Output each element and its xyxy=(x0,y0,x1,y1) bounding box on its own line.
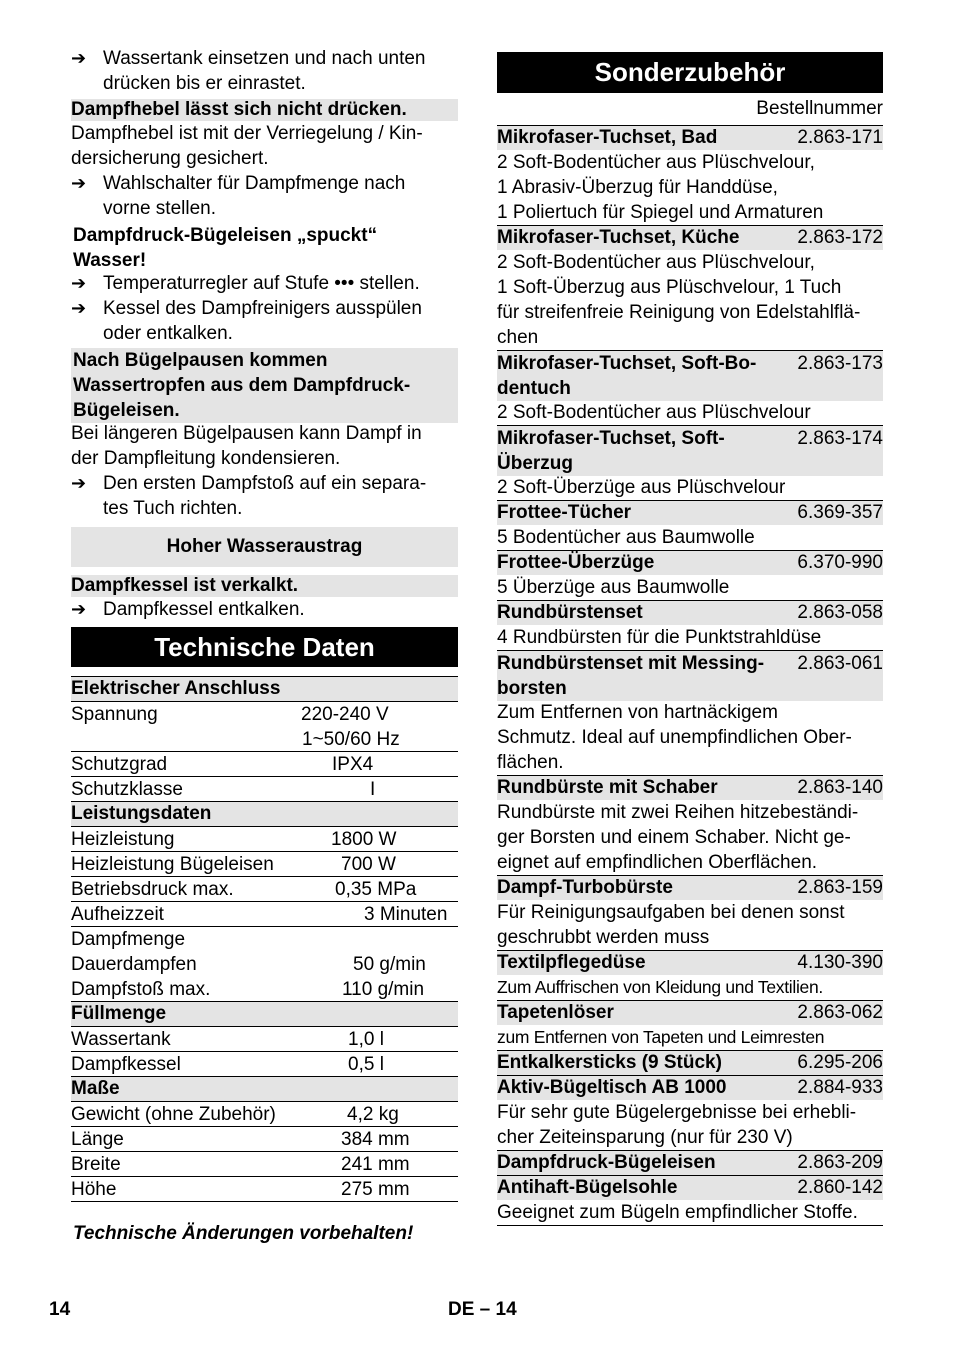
accessory-row: Textilpflegedüse 4.130-390 xyxy=(497,952,883,973)
paragraph: Dampfhebel ist mit der Verriegelung / Kin- dersicherung gesichert. xyxy=(71,123,423,169)
page-label: DE – 14 xyxy=(448,1299,517,1320)
accessory-row: Dampfdruck-Bügeleisen 2.863-209 xyxy=(497,1152,883,1173)
accessory-row: Aktiv-Bügeltisch AB 1000 2.884-933 xyxy=(497,1077,883,1098)
arrow-right-icon: ➔ xyxy=(71,48,87,68)
list-item: ➔ Temperaturregler auf Stufe ••• stellen. xyxy=(71,273,420,294)
accessory-row: Antihaft-Bügelsohle 2.860-142 xyxy=(497,1177,883,1198)
arrow-right-icon: ➔ xyxy=(71,273,87,293)
accessory-row: Entkalkersticks (9 Stück) 6.295-206 xyxy=(497,1052,883,1073)
accessory-description: Für sehr gute Bügelergebnisse bei erhebli- cher Zeiteinsparung (nur für 230 V) xyxy=(497,1102,857,1148)
accessory-description: Geeignet zum Bügeln empfindlicher Stoffe. xyxy=(497,1202,858,1223)
section-heading: Hoher Wasseraustrag xyxy=(71,527,458,567)
accessory-description: 2 Soft-Überzüge aus Plüschvelour xyxy=(497,477,786,498)
accessory-row: Dampf-Turbobürste 2.863-159 xyxy=(497,877,883,898)
table-group-heading: Füllmenge xyxy=(71,1002,458,1026)
list-item: ➔ Wahlschalter für Dampfmenge nach vorne stellen. xyxy=(71,173,406,219)
section-title: Technische Daten xyxy=(71,627,458,667)
accessory-row: Mikrofaser-Tuchset, Soft- Überzug 2.863-174 xyxy=(497,428,883,474)
fault-heading: Dampfkessel ist verkalkt. xyxy=(71,575,458,597)
accessory-description: Zum Auffrischen von Kleidung und Textilien. xyxy=(497,977,823,997)
accessory-description: 5 Bodentücher aus Baumwolle xyxy=(497,527,755,548)
list-item: ➔ Kessel des Dampfreinigers ausspülen oder entkalken. xyxy=(71,298,422,344)
accessory-row: Mikrofaser-Tuchset, Soft-Bo- dentuch 2.863-173 xyxy=(497,353,883,399)
accessory-row: Mikrofaser-Tuchset, Küche 2.863-172 xyxy=(497,227,883,248)
accessory-description: 2 Soft-Bodentücher aus Plüschvelour, 1 Abrasiv-Überzug für Handdüse, 1 Poliertuch für Spiegel und Armaturen xyxy=(497,152,824,223)
page-number: 14 xyxy=(49,1299,71,1320)
table-group-heading: Elektrischer Anschluss xyxy=(71,677,458,701)
arrow-right-icon: ➔ xyxy=(71,599,87,619)
arrow-right-icon: ➔ xyxy=(71,173,87,193)
table-group-heading: Leistungsdaten xyxy=(71,802,458,826)
accessory-row: Tapetenlöser 2.863-062 xyxy=(497,1002,883,1023)
accessory-row: Frottee-Überzüge 6.370-990 xyxy=(497,552,883,573)
accessory-row: Rundbürstenset 2.863-058 xyxy=(497,602,883,623)
list-item: ➔ Den ersten Dampfstoß auf ein separa- tes Tuch richten. xyxy=(71,473,427,519)
note: Technische Änderungen vorbehalten! xyxy=(73,1223,414,1244)
accessory-description: Für Reinigungsaufgaben bei denen sonst geschrubbt werden muss xyxy=(497,902,845,948)
accessory-description: 5 Überzüge aus Baumwolle xyxy=(497,577,730,598)
list-item: ➔ Wassertank einsetzen und nach unten drücken bis er einrastet. xyxy=(71,48,426,94)
accessory-description: Zum Entfernen von hartnäckigem Schmutz. Ideal auf unempfindlichen Ober- flächen. xyxy=(497,702,852,773)
order-number-label: Bestellnummer xyxy=(756,98,883,119)
divider xyxy=(71,1201,458,1202)
accessory-row: Mikrofaser-Tuchset, Bad 2.863-171 xyxy=(497,127,883,148)
fault-heading: Dampfdruck-Bügeleisen „spuckt“ Wasser! xyxy=(73,225,378,271)
accessory-description: zum Entfernen von Tapeten und Leimresten xyxy=(497,1027,825,1047)
accessory-row: Rundbürstenset mit Messing- borsten 2.863-061 xyxy=(497,653,883,699)
accessory-description: 2 Soft-Bodentücher aus Plüschvelour xyxy=(497,402,811,423)
divider xyxy=(497,1225,883,1226)
accessory-description: Rundbürste mit zwei Reihen hitzebeständi- ger Borsten und einem Schaber. Nicht ge- eignet auf empfindlichen Oberflächen. xyxy=(497,802,859,873)
list-item: ➔ Dampfkessel entkalken. xyxy=(71,599,305,620)
arrow-right-icon: ➔ xyxy=(71,298,87,318)
accessory-description: 2 Soft-Bodentücher aus Plüschvelour, 1 Soft-Überzug aus Plüschvelour, 1 Tuch für streifenfreie Reinigung von Edelstahlflä- chen xyxy=(497,252,861,348)
fault-heading: Nach Bügelpausen kommen Wassertropfen aus dem Dampfdruck- Bügeleisen. xyxy=(71,348,458,423)
fault-heading: Dampfhebel lässt sich nicht drücken. xyxy=(71,99,458,121)
section-title: Sonderzubehör xyxy=(497,52,883,93)
accessory-description: 4 Rundbürsten für die Punktstrahldüse xyxy=(497,627,822,648)
paragraph: Bei längeren Bügelpausen kann Dampf in der Dampfleitung kondensieren. xyxy=(71,423,422,469)
table-group-heading: Maße xyxy=(71,1077,458,1101)
accessory-row: Frottee-Tücher 6.369-357 xyxy=(497,502,883,523)
accessory-row: Rundbürste mit Schaber 2.863-140 xyxy=(497,777,883,798)
arrow-right-icon: ➔ xyxy=(71,473,87,493)
